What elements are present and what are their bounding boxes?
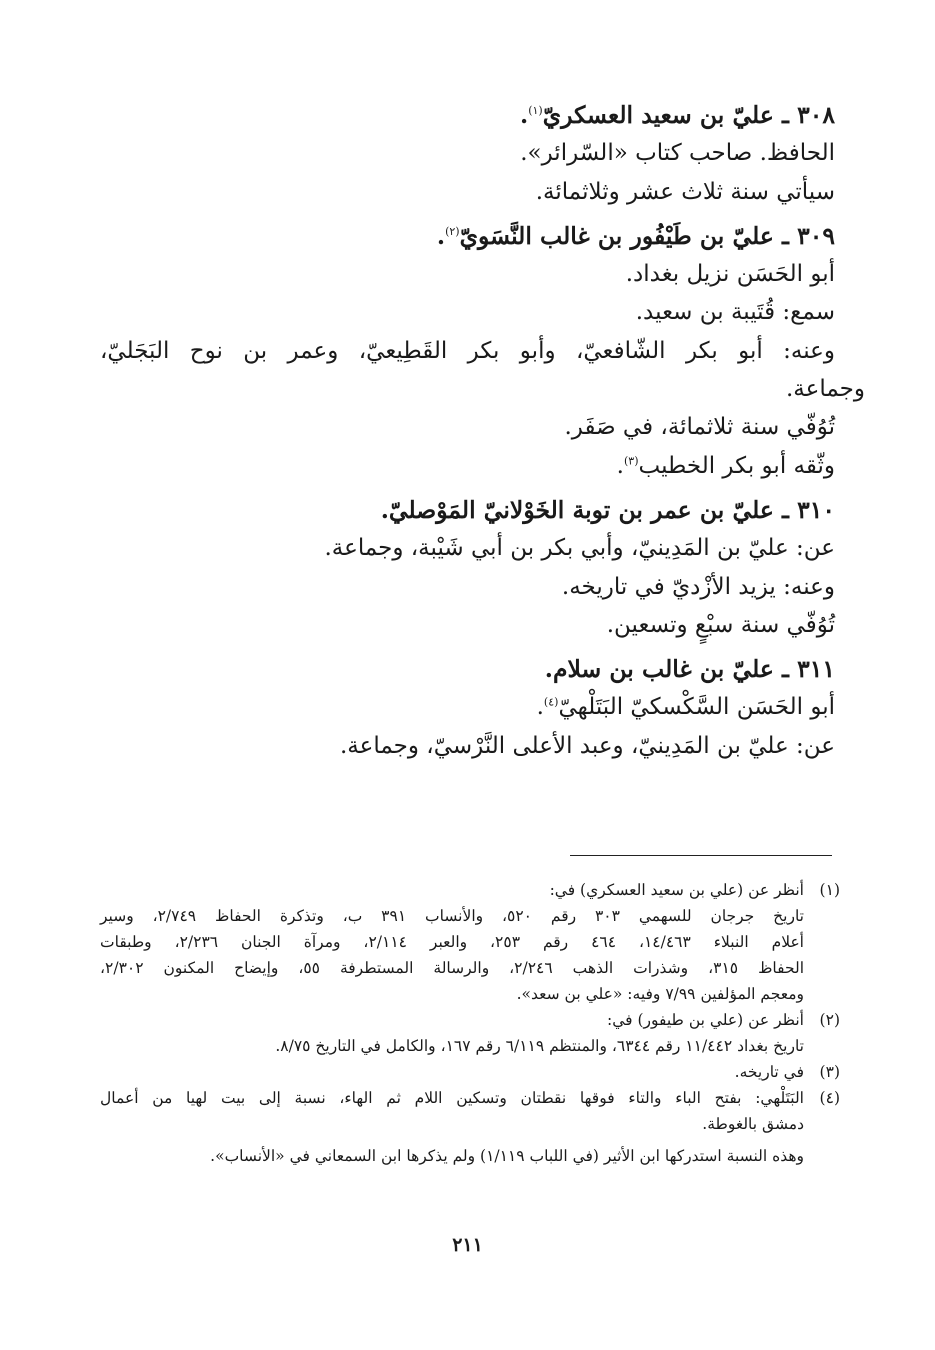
footnote — [100, 1085, 840, 1137]
footnote-marker: (٢) — [445, 225, 460, 239]
footnote-line: أعلام النبلاء ١٤/٤٦٣، ٤٦٤ رقم ٢٥٣، والعبر ٢/١١٤، ومرآة الجنان ٢/٢٣٦، وطبقات — [100, 933, 804, 951]
entry-line: تُوُفّي سنة سبْعٍ وتسعين. — [606, 611, 835, 638]
entry-line: وثّقه أبو بكر الخطيب$^{(٣)}$. — [616, 452, 835, 479]
footnote-line: تاريخ بغداد ١١/٤٤٢ رقم ٦٣٤٤، والمنتظم ٦/١١٩ رقم ١٦٧، والكامل في التاريخ ٨/٧٥. — [275, 1037, 804, 1055]
entry-line: سيأتي سنة ثلاث عشر وثلاثمائة. — [535, 178, 835, 205]
footnote-line: الحفاظ ٣١٥، وشذرات الذهب ٢/٢٤٦، والرسالة المستطرفة ٥٥، وإيضاح المكنون ٢/٣٠٢، — [100, 959, 804, 977]
footnote-number: (٢) — [819, 1011, 840, 1029]
entry-line: وعنه: أبو بكر الشّافعيّ، وأبو بكر القَطِيعيّ، وعمر بن نوح البَجَليّ، — [100, 337, 835, 364]
footnote-number: (٤) — [819, 1089, 840, 1107]
entry-heading: ٣١٠ ـ عليّ بن عمر بن توبة الخَوْلانيّ المَوْصليّ. — [380, 495, 835, 524]
entry-line: وعنه: يزيد الأزْديّ في تاريخه. — [561, 573, 835, 600]
entry-line: عن: عليّ بن المَدِينيّ، وأبي بكر بن أبي شَيْبة، وجماعة. — [324, 535, 835, 562]
footnote-line: أنظر عن (علي بن طيفور) في: — [607, 1011, 804, 1029]
entry-heading: ٣١١ ـ عليّ بن غالب بن سلام. — [544, 655, 835, 684]
entry-line: أبو الحَسَن السَّكْسكيّ البَتَلْهيّ$^{(٤)}$. — [536, 694, 835, 721]
footnote — [100, 877, 840, 1007]
footnote-divider — [570, 855, 832, 856]
footnote — [100, 1007, 840, 1059]
entry-line: سمع: قُتَيبة بن سعيد. — [635, 299, 835, 326]
footnote-line: البَتَلْهي: بفتح الباء والتاء فوقها نقطتان وتسكين اللام ثم الهاء، نسبة إلى بيت لهيا من أعمال — [100, 1089, 804, 1107]
footnote-number: (٣) — [819, 1063, 840, 1081]
page-number: ٢١١ — [452, 1234, 483, 1256]
entry-line: الحافظ. صاحب كتاب «السّرائر». — [520, 140, 835, 167]
entry-line: وجماعة. — [786, 376, 865, 403]
entry-line: عن: عليّ بن المَدِينيّ، وعبد الأعلى النَّرْسيّ، وجماعة. — [339, 732, 835, 759]
footnote — [100, 1059, 840, 1085]
footnote-marker: (٣) — [623, 454, 639, 468]
entry-line: تُوُفّي سنة ثلاثمائة، في صَفَر. — [564, 414, 835, 441]
footnote-continuation: وهذه النسبة استدركها ابن الأثير (في اللباب ١/١١٩) ولم يذكرها ابن السمعاني في «الأنساب». — [210, 1147, 804, 1165]
footnote-line: في تاريخه. — [734, 1063, 804, 1081]
entry-line: أبو الحَسَن نزيل بغداد. — [625, 261, 835, 288]
entry-heading: ٣٠٩ ـ عليّ بن طَيْفُور بن غالب النَّسَويّ$^{(٢)}$. — [436, 221, 835, 250]
footnote-marker: (٤) — [543, 695, 559, 709]
footnote-line: دمشق بالغوطة. — [702, 1115, 804, 1133]
footnotes — [100, 877, 840, 1169]
footnote-line: أنظر عن (علي بن سعيد العسكري) في: — [549, 881, 804, 899]
footnote-number: (١) — [819, 881, 840, 899]
main-text — [100, 96, 865, 765]
footnote-marker: (١) — [528, 104, 543, 118]
entry-heading: ٣٠٨ ـ عليّ بن سعيد العسكريّ$^{(١)}$. — [520, 101, 835, 129]
footnote-line: ومعجم المؤلفين ٧/٩٩ وفيه: «علي بن سعد». — [516, 985, 804, 1003]
footnote-line: تاريخ جرجان للسهمي ٣٠٣ رقم ٥٢٠، والأنساب ٣٩١ ب، وتذكرة الحفاظ ٢/٧٤٩، وسير — [100, 907, 804, 925]
